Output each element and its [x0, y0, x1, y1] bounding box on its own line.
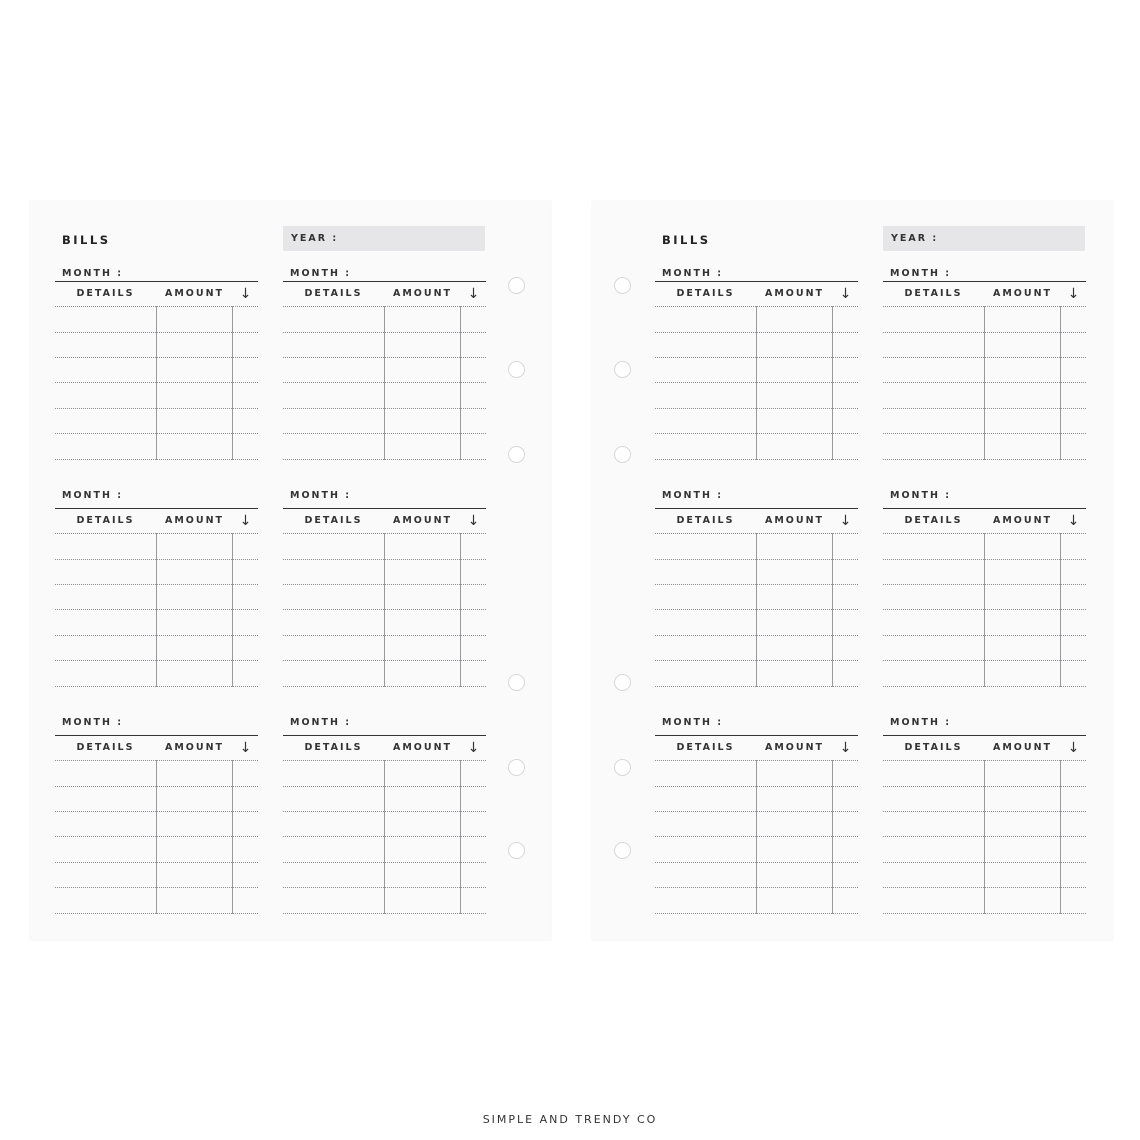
entry-row-line[interactable] — [283, 862, 486, 863]
month-label[interactable]: MONTH : — [290, 490, 352, 501]
entry-row-line[interactable] — [655, 686, 858, 687]
month-label[interactable]: MONTH : — [662, 268, 724, 279]
entry-row-line[interactable] — [883, 635, 1086, 636]
entry-row-line[interactable] — [55, 408, 258, 409]
punch-hole — [508, 361, 525, 378]
punch-hole — [508, 277, 525, 294]
entry-row-line[interactable] — [883, 584, 1086, 585]
entry-row-line[interactable] — [655, 760, 858, 761]
column-divider — [832, 306, 833, 460]
bill-table — [655, 281, 858, 460]
entry-row-line[interactable] — [55, 459, 258, 460]
amount-column-header: AMOUNT — [764, 515, 825, 526]
entry-row-line[interactable] — [55, 382, 258, 383]
entry-row-line[interactable] — [883, 332, 1086, 333]
details-column-header: DETAILS — [76, 742, 135, 753]
entry-row-line[interactable] — [283, 609, 486, 610]
punch-hole — [508, 759, 525, 776]
entry-row-line[interactable] — [883, 660, 1086, 661]
entry-row-line[interactable] — [55, 635, 258, 636]
entry-row-line[interactable] — [655, 357, 858, 358]
bill-table — [55, 735, 258, 914]
down-arrow-icon: ↓ — [1067, 286, 1080, 302]
month-label[interactable]: MONTH : — [890, 717, 952, 728]
month-label[interactable]: MONTH : — [662, 717, 724, 728]
column-divider — [232, 533, 233, 687]
entry-row-line[interactable] — [283, 559, 486, 560]
punch-hole — [614, 361, 631, 378]
entry-row-line[interactable] — [655, 408, 858, 409]
details-column-header: DETAILS — [76, 515, 135, 526]
entry-row-line[interactable] — [55, 332, 258, 333]
entry-row-line[interactable] — [55, 609, 258, 610]
entry-row-line[interactable] — [883, 382, 1086, 383]
punch-hole — [614, 842, 631, 859]
entry-row-line[interactable] — [55, 786, 258, 787]
entry-row-line[interactable] — [55, 660, 258, 661]
punch-hole — [614, 674, 631, 691]
entry-row-line[interactable] — [655, 609, 858, 610]
details-column-header: DETAILS — [304, 288, 363, 299]
column-divider — [1060, 306, 1061, 460]
entry-row-line[interactable] — [883, 887, 1086, 888]
punch-hole — [508, 674, 525, 691]
entry-row-line[interactable] — [655, 382, 858, 383]
entry-row-line[interactable] — [655, 332, 858, 333]
entry-row-line[interactable] — [283, 306, 486, 307]
down-arrow-icon: ↓ — [1067, 740, 1080, 756]
month-label[interactable]: MONTH : — [62, 490, 124, 501]
entry-row-line[interactable] — [883, 811, 1086, 812]
entry-row-line[interactable] — [283, 635, 486, 636]
column-divider — [384, 533, 385, 687]
entry-row-line[interactable] — [55, 686, 258, 687]
entry-row-line[interactable] — [283, 433, 486, 434]
column-divider — [384, 306, 385, 460]
month-label[interactable]: MONTH : — [890, 490, 952, 501]
column-divider — [460, 306, 461, 460]
page-title: BILLS — [62, 233, 111, 247]
punch-hole — [614, 446, 631, 463]
entry-row-line[interactable] — [55, 811, 258, 812]
entry-row-line[interactable] — [883, 533, 1086, 534]
column-divider — [460, 760, 461, 914]
column-divider — [156, 760, 157, 914]
entry-row-line[interactable] — [283, 459, 486, 460]
entry-row-line[interactable] — [655, 306, 858, 307]
down-arrow-icon: ↓ — [1067, 513, 1080, 529]
entry-row-line[interactable] — [55, 913, 258, 914]
month-label[interactable]: MONTH : — [290, 717, 352, 728]
punch-hole — [508, 842, 525, 859]
entry-row-line[interactable] — [655, 635, 858, 636]
down-arrow-icon: ↓ — [239, 740, 252, 756]
entry-row-line[interactable] — [883, 306, 1086, 307]
down-arrow-icon: ↓ — [239, 286, 252, 302]
bill-table — [883, 735, 1086, 914]
down-arrow-icon: ↓ — [839, 513, 852, 529]
amount-column-header: AMOUNT — [392, 742, 453, 753]
entry-row-line[interactable] — [883, 433, 1086, 434]
column-divider — [460, 533, 461, 687]
bill-table — [655, 508, 858, 687]
details-column-header: DETAILS — [904, 742, 963, 753]
entry-row-line[interactable] — [883, 862, 1086, 863]
amount-column-header: AMOUNT — [392, 515, 453, 526]
amount-column-header: AMOUNT — [764, 742, 825, 753]
year-field[interactable]: YEAR : — [283, 226, 485, 251]
bill-table — [283, 508, 486, 687]
entry-row-line[interactable] — [283, 760, 486, 761]
entry-row-line[interactable] — [883, 459, 1086, 460]
bill-table — [55, 508, 258, 687]
details-column-header: DETAILS — [904, 515, 963, 526]
entry-row-line[interactable] — [283, 332, 486, 333]
month-label[interactable]: MONTH : — [62, 717, 124, 728]
entry-row-line[interactable] — [283, 533, 486, 534]
entry-row-line[interactable] — [283, 786, 486, 787]
entry-row-line[interactable] — [283, 408, 486, 409]
page-title: BILLS — [662, 233, 711, 247]
details-column-header: DETAILS — [676, 515, 735, 526]
entry-row-line[interactable] — [655, 887, 858, 888]
entry-row-line[interactable] — [55, 433, 258, 434]
column-divider — [832, 533, 833, 687]
column-divider — [984, 306, 985, 460]
bill-table — [55, 281, 258, 460]
entry-row-line[interactable] — [883, 760, 1086, 761]
punch-hole — [614, 759, 631, 776]
amount-column-header: AMOUNT — [764, 288, 825, 299]
details-column-header: DETAILS — [904, 288, 963, 299]
column-divider — [1060, 533, 1061, 687]
entry-row-line[interactable] — [655, 559, 858, 560]
down-arrow-icon: ↓ — [467, 513, 480, 529]
entry-row-line[interactable] — [883, 357, 1086, 358]
column-divider — [984, 760, 985, 914]
entry-row-line[interactable] — [883, 913, 1086, 914]
amount-column-header: AMOUNT — [164, 742, 225, 753]
column-divider — [156, 306, 157, 460]
entry-row-line[interactable] — [883, 786, 1086, 787]
planner-page-right — [592, 201, 1113, 940]
entry-row-line[interactable] — [655, 786, 858, 787]
entry-row-line[interactable] — [55, 760, 258, 761]
down-arrow-icon: ↓ — [467, 740, 480, 756]
column-divider — [232, 760, 233, 914]
entry-row-line[interactable] — [283, 357, 486, 358]
entry-row-line[interactable] — [655, 533, 858, 534]
amount-column-header: AMOUNT — [164, 288, 225, 299]
bill-table — [655, 735, 858, 914]
amount-column-header: AMOUNT — [992, 288, 1053, 299]
bill-table — [283, 735, 486, 914]
entry-row-line[interactable] — [283, 913, 486, 914]
column-divider — [384, 760, 385, 914]
entry-row-line[interactable] — [655, 660, 858, 661]
entry-row-line[interactable] — [283, 811, 486, 812]
entry-row-line[interactable] — [883, 408, 1086, 409]
down-arrow-icon: ↓ — [839, 286, 852, 302]
entry-row-line[interactable] — [283, 382, 486, 383]
entry-row-line[interactable] — [55, 533, 258, 534]
bill-table — [883, 281, 1086, 460]
entry-row-line[interactable] — [883, 836, 1086, 837]
entry-row-line[interactable] — [655, 459, 858, 460]
amount-column-header: AMOUNT — [392, 288, 453, 299]
column-divider — [232, 306, 233, 460]
column-divider — [756, 760, 757, 914]
entry-row-line[interactable] — [55, 306, 258, 307]
column-divider — [756, 306, 757, 460]
column-divider — [1060, 760, 1061, 914]
amount-column-header: AMOUNT — [164, 515, 225, 526]
column-divider — [756, 533, 757, 687]
planner-page-left — [30, 201, 551, 940]
amount-column-header: AMOUNT — [992, 742, 1053, 753]
amount-column-header: AMOUNT — [992, 515, 1053, 526]
entry-row-line[interactable] — [55, 559, 258, 560]
bill-table — [283, 281, 486, 460]
punch-hole — [508, 446, 525, 463]
column-divider — [984, 533, 985, 687]
entry-row-line[interactable] — [283, 887, 486, 888]
column-divider — [832, 760, 833, 914]
entry-row-line[interactable] — [55, 862, 258, 863]
column-divider — [156, 533, 157, 687]
entry-row-line[interactable] — [655, 913, 858, 914]
entry-row-line[interactable] — [283, 660, 486, 661]
entry-row-line[interactable] — [655, 862, 858, 863]
entry-row-line[interactable] — [55, 584, 258, 585]
entry-row-line[interactable] — [283, 836, 486, 837]
entry-row-line[interactable] — [655, 836, 858, 837]
details-column-header: DETAILS — [676, 288, 735, 299]
year-field[interactable]: YEAR : — [883, 226, 1085, 251]
bill-table — [883, 508, 1086, 687]
details-column-header: DETAILS — [304, 515, 363, 526]
entry-row-line[interactable] — [883, 686, 1086, 687]
down-arrow-icon: ↓ — [467, 286, 480, 302]
details-column-header: DETAILS — [76, 288, 135, 299]
month-label[interactable]: MONTH : — [890, 268, 952, 279]
entry-row-line[interactable] — [655, 811, 858, 812]
entry-row-line[interactable] — [883, 609, 1086, 610]
month-label[interactable]: MONTH : — [662, 490, 724, 501]
down-arrow-icon: ↓ — [839, 740, 852, 756]
details-column-header: DETAILS — [304, 742, 363, 753]
brand-footer: SIMPLE AND TRENDY CO — [482, 1113, 658, 1126]
details-column-header: DETAILS — [676, 742, 735, 753]
entry-row-line[interactable] — [55, 357, 258, 358]
entry-row-line[interactable] — [55, 836, 258, 837]
entry-row-line[interactable] — [283, 584, 486, 585]
month-label[interactable]: MONTH : — [62, 268, 124, 279]
entry-row-line[interactable] — [655, 433, 858, 434]
down-arrow-icon: ↓ — [239, 513, 252, 529]
entry-row-line[interactable] — [883, 559, 1086, 560]
punch-hole — [614, 277, 631, 294]
entry-row-line[interactable] — [655, 584, 858, 585]
month-label[interactable]: MONTH : — [290, 268, 352, 279]
entry-row-line[interactable] — [283, 686, 486, 687]
entry-row-line[interactable] — [55, 887, 258, 888]
